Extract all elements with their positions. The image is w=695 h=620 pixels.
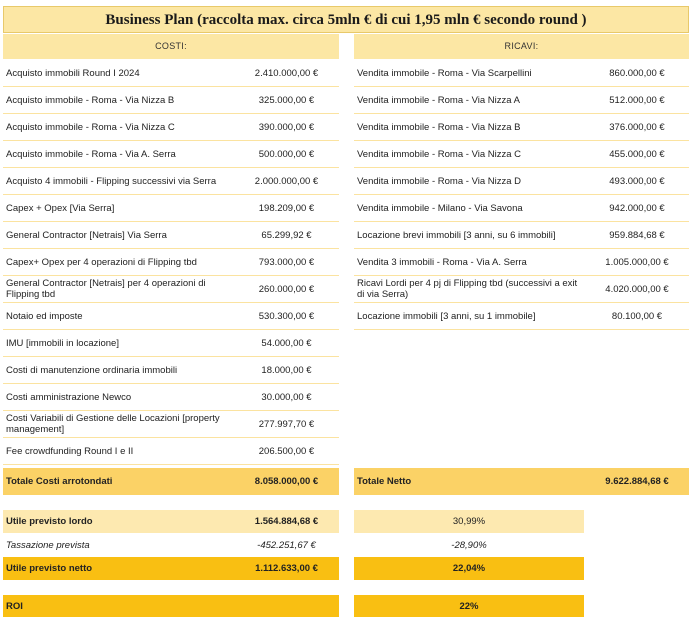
costi-row xyxy=(3,168,339,195)
ricavi-row xyxy=(354,168,689,195)
costi-header: COSTI: xyxy=(3,34,339,59)
costi-row xyxy=(3,60,339,87)
costi-row xyxy=(3,357,339,384)
costi-item-value: 65.299,92 € xyxy=(261,229,312,241)
ricavi-item-label: Vendita immobile - Roma - Via Scarpellini xyxy=(357,67,532,79)
costi-item-value: 500.000,00 € xyxy=(258,148,315,160)
ricavi-item-label: Vendita immobile - Roma - Via Nizza D xyxy=(357,175,522,187)
costi-row xyxy=(3,330,339,357)
tassazione-pct: -28,90% xyxy=(451,540,487,551)
tassazione-value: -452.251,67 € xyxy=(257,540,316,551)
ricavi-item-value: 942.000,00 € xyxy=(609,202,665,214)
costi-item-value: 530.300,00 € xyxy=(258,310,315,322)
totale-netto-value: 9.622.884,68 € xyxy=(585,468,689,495)
costi-item-value: 2.000.000,00 € xyxy=(254,175,319,187)
costi-item-label: Costi amministrazione Newco xyxy=(6,391,132,403)
costi-item-label: Capex+ Opex per 4 operazioni di Flipping tbd xyxy=(6,256,197,268)
ricavi-item-label: Locazione brevi immobili [3 anni, su 6 immobili] xyxy=(357,229,556,241)
ricavi-item-value: 80.100,00 € xyxy=(611,310,663,322)
ricavi-item-value: 1.005.000,00 € xyxy=(605,256,669,268)
utile-lordo-pct: 30,99% xyxy=(354,510,584,533)
ricavi-item-label: Vendita immobile - Milano - Via Savona xyxy=(357,202,523,214)
utile-netto-value: 1.112.633,00 € xyxy=(234,557,339,580)
costi-row xyxy=(3,276,339,303)
totale-costi-value: 8.058.000,00 € xyxy=(234,468,339,495)
costi-item-value: 198.209,00 € xyxy=(258,202,315,214)
costi-item-label: Acquisto immobili Round I 2024 xyxy=(6,67,140,79)
ricavi-item-label: Vendita immobile - Roma - Via Nizza A xyxy=(357,94,520,106)
costi-item-label: Fee crowdfunding Round I e II xyxy=(6,445,134,457)
costi-item-label: Notaio ed imposte xyxy=(6,310,83,322)
ricavi-item-label: Vendita 3 immobili - Roma - Via A. Serra xyxy=(357,256,527,268)
costi-row xyxy=(3,87,339,114)
costi-item-value: 206.500,00 € xyxy=(258,445,315,457)
utile-lordo-label: Utile previsto lordo xyxy=(3,510,234,533)
ricavi-item-value: 455.000,00 € xyxy=(609,148,665,160)
ricavi-row xyxy=(354,114,689,141)
ricavi-row xyxy=(354,87,689,114)
roi-label: ROI xyxy=(3,595,234,617)
costi-item-label: Capex + Opex [Via Serra] xyxy=(6,202,115,214)
costi-item-label: General Contractor [Netrais] Via Serra xyxy=(6,229,167,241)
ricavi-item-value: 959.884,68 € xyxy=(609,229,665,241)
utile-lordo-value: 1.564.884,68 € xyxy=(234,510,339,533)
ricavi-row xyxy=(354,222,689,249)
costi-item-value: 277.997,70 € xyxy=(258,418,315,430)
ricavi-item-value: 860.000,00 € xyxy=(609,67,665,79)
ricavi-row xyxy=(354,249,689,276)
costi-item-label: Acquisto immobile - Roma - Via A. Serra xyxy=(6,148,176,160)
totale-costi-label: Totale Costi arrotondati xyxy=(3,468,234,495)
costi-item-value: 260.000,00 € xyxy=(258,283,315,295)
ricavi-item-value: 493.000,00 € xyxy=(609,175,665,187)
costi-row xyxy=(3,303,339,330)
costi-item-label: IMU [immobili in locazione] xyxy=(6,337,119,349)
ricavi-item-value: 376.000,00 € xyxy=(609,121,665,133)
costi-row xyxy=(3,249,339,276)
ricavi-item-label: Vendita immobile - Roma - Via Nizza B xyxy=(357,121,521,133)
utile-netto-label: Utile previsto netto xyxy=(3,557,234,580)
ricavi-item-label: Vendita immobile - Roma - Via Nizza C xyxy=(357,148,522,160)
ricavi-row xyxy=(354,195,689,222)
ricavi-header: RICAVI: xyxy=(354,34,689,59)
costi-row xyxy=(3,438,339,465)
costi-item-label: Acquisto immobile - Roma - Via Nizza C xyxy=(6,121,175,133)
costi-row xyxy=(3,195,339,222)
roi-spacer xyxy=(234,595,339,617)
costi-row xyxy=(3,114,339,141)
costi-item-label: General Contractor [Netrais] per 4 operazioni di Flipping tbd xyxy=(6,278,206,300)
ricavi-item-label: Ricavi Lordi per 4 pj di Flipping tbd (successivi a exit di via Serra) xyxy=(357,278,578,300)
costi-item-label: Costi Variabili di Gestione delle Locazioni [property management] xyxy=(6,413,220,435)
costi-item-value: 325.000,00 € xyxy=(258,94,315,106)
ricavi-item-value: 4.020.000,00 € xyxy=(605,283,669,295)
costi-item-label: Acquisto immobile - Roma - Via Nizza B xyxy=(6,94,175,106)
tassazione-label: Tassazione prevista xyxy=(6,540,90,551)
costi-row xyxy=(3,222,339,249)
costi-item-value: 30.000,00 € xyxy=(261,391,312,403)
costi-row xyxy=(3,411,339,438)
costi-item-label: Acquisto 4 immobili - Flipping successivi via Serra xyxy=(6,175,217,187)
costi-item-value: 793.000,00 € xyxy=(258,256,315,268)
ricavi-row xyxy=(354,60,689,87)
ricavi-row xyxy=(354,303,689,330)
costi-row xyxy=(3,384,339,411)
ricavi-item-value: 512.000,00 € xyxy=(609,94,665,106)
ricavi-row xyxy=(354,276,689,303)
costi-row xyxy=(3,141,339,168)
ricavi-item-label: Locazione immobili [3 anni, su 1 immobile] xyxy=(357,310,536,322)
costi-item-label: Costi di manutenzione ordinaria immobili xyxy=(6,364,178,376)
costi-item-value: 18.000,00 € xyxy=(261,364,312,376)
costi-item-value: 390.000,00 € xyxy=(258,121,315,133)
utile-netto-pct: 22,04% xyxy=(354,557,584,580)
roi-pct: 22% xyxy=(354,595,584,617)
ricavi-row xyxy=(354,141,689,168)
page-title: Business Plan (raccolta max. circa 5mln € di cui 1,95 mln € secondo round ) xyxy=(3,6,689,33)
totale-netto-label: Totale Netto xyxy=(354,468,585,495)
costi-item-value: 2.410.000,00 € xyxy=(254,67,319,79)
costi-item-value: 54.000,00 € xyxy=(261,337,312,349)
